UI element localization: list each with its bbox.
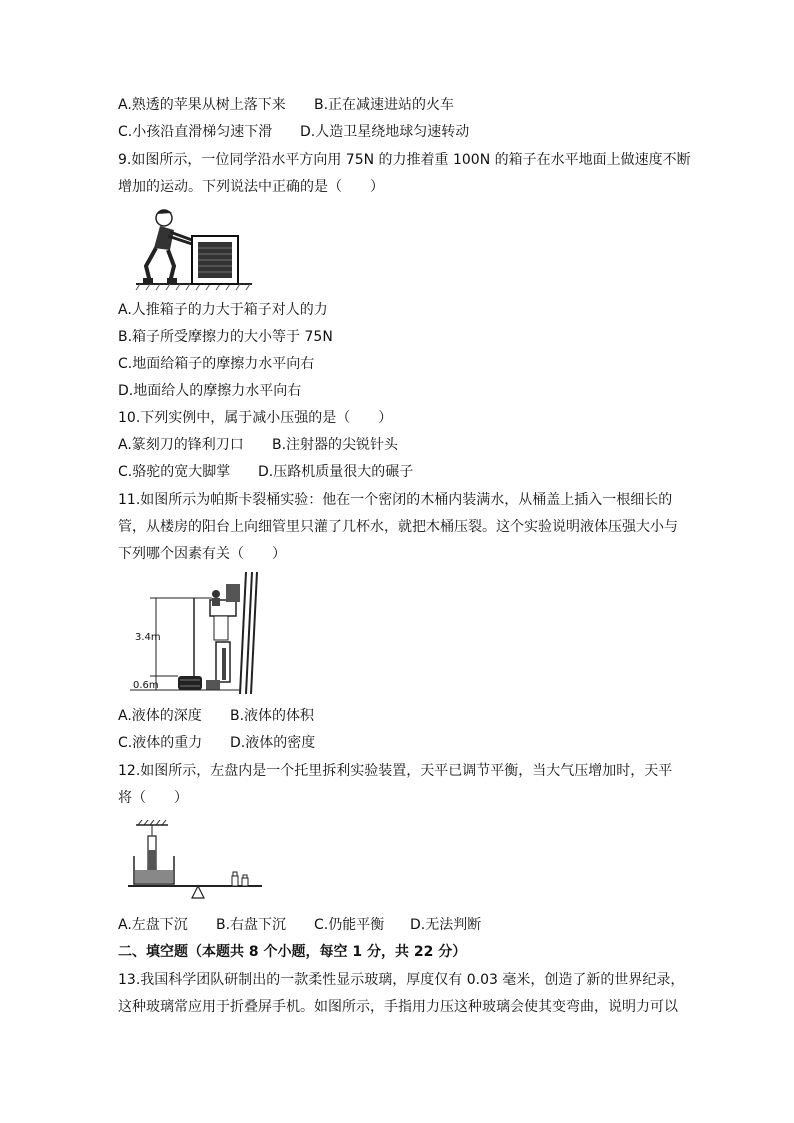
q8-options-row1 <box>118 95 454 115</box>
q9-option-b: B.箱子所受摩擦力的大小等于 75N <box>118 329 333 345</box>
q11-pascal-barrel-figure <box>130 572 260 697</box>
q9-stem-line1: 9.如图所示，一位同学沿水平方向用 75N 的力推着重 100N 的箱子在水平地面上做速度不断 <box>118 152 691 168</box>
section2-heading: 二、填空题（本题共 8 个小题，每空 1 分，共 22 分） <box>118 944 467 960</box>
q8-option-b: B.正在减速进站的火车 <box>314 97 455 113</box>
q12-stem-line2: 将（ ） <box>118 790 188 806</box>
q10-option-b: B.注射器的尖锐针头 <box>272 437 399 453</box>
q10-options-row1 <box>118 435 398 455</box>
q10-option-d: D.压路机质量很大的碾子 <box>258 464 414 480</box>
q10-option-a: A.篆刻刀的锋利刀口 <box>118 437 244 453</box>
q11-options-row1 <box>118 706 314 726</box>
q9-option-d: D.地面给人的摩擦力水平向右 <box>118 383 302 399</box>
q13-stem-line2: 这种玻璃常应用于折叠屏手机。如图所示，手指用力压这种玻璃会使其变弯曲，说明力可以 <box>118 999 678 1015</box>
q12-stem-line1: 12.如图所示，左盘内是一个托里拆利实验装置，天平已调节平衡，当大气压增加时，天平 <box>118 763 673 779</box>
q11-stem-line3: 下列哪个因素有关（ ） <box>118 546 286 562</box>
q12-options <box>118 915 481 935</box>
q8-option-d: D.人造卫星绕地球匀速转动 <box>300 124 470 140</box>
q11-label-top: 3.4m <box>135 632 161 643</box>
q12-option-b: B.右盘下沉 <box>216 917 287 933</box>
q10-options-row2 <box>118 462 413 482</box>
q9-option-c: C.地面给箱子的摩擦力水平向右 <box>118 356 315 372</box>
q11-options-row2 <box>118 733 315 753</box>
q9-option-a: A.人推箱子的力大于箱子对人的力 <box>118 302 328 318</box>
q11-stem-line1: 11.如图所示为帕斯卡裂桶实验：他在一个密闭的木桶内装满水，从桶盖上插入一根细长的 <box>118 492 673 508</box>
q12-option-c: C.仍能平衡 <box>314 917 385 933</box>
q8-option-c: C.小孩沿直滑梯匀速下滑 <box>118 124 273 140</box>
q11-option-b: B.液体的体积 <box>230 708 315 724</box>
q10-option-c: C.骆驼的宽大脚掌 <box>118 464 231 480</box>
q11-option-a: A.液体的深度 <box>118 708 202 724</box>
q12-option-d: D.无法判断 <box>410 917 482 933</box>
q11-label-bottom: 0.6m <box>133 680 159 691</box>
q11-option-d: D.液体的密度 <box>230 735 316 751</box>
q11-option-c: C.液体的重力 <box>118 735 203 751</box>
q12-balance-figure <box>126 820 266 900</box>
q11-stem-line2: 管，从楼房的阳台上向细管里只灌了几杯水，就把木桶压裂。这个实验说明液体压强大小与 <box>118 519 678 535</box>
q9-stem-line2: 增加的运动。下列说法中正确的是（ ） <box>118 179 384 195</box>
q12-option-a: A.左盘下沉 <box>118 917 188 933</box>
q8-options-row2 <box>118 122 469 142</box>
q8-option-a: A.熟透的苹果从树上落下来 <box>118 97 286 113</box>
q9-pushing-box-figure <box>134 204 254 294</box>
q10-stem: 10.下列实例中，属于减小压强的是（ ） <box>118 410 393 426</box>
q13-stem-line1: 13.我国科学团队研制出的一款柔性显示玻璃，厚度仅有 0.03 毫米，创造了新的世界纪录， <box>118 972 685 988</box>
